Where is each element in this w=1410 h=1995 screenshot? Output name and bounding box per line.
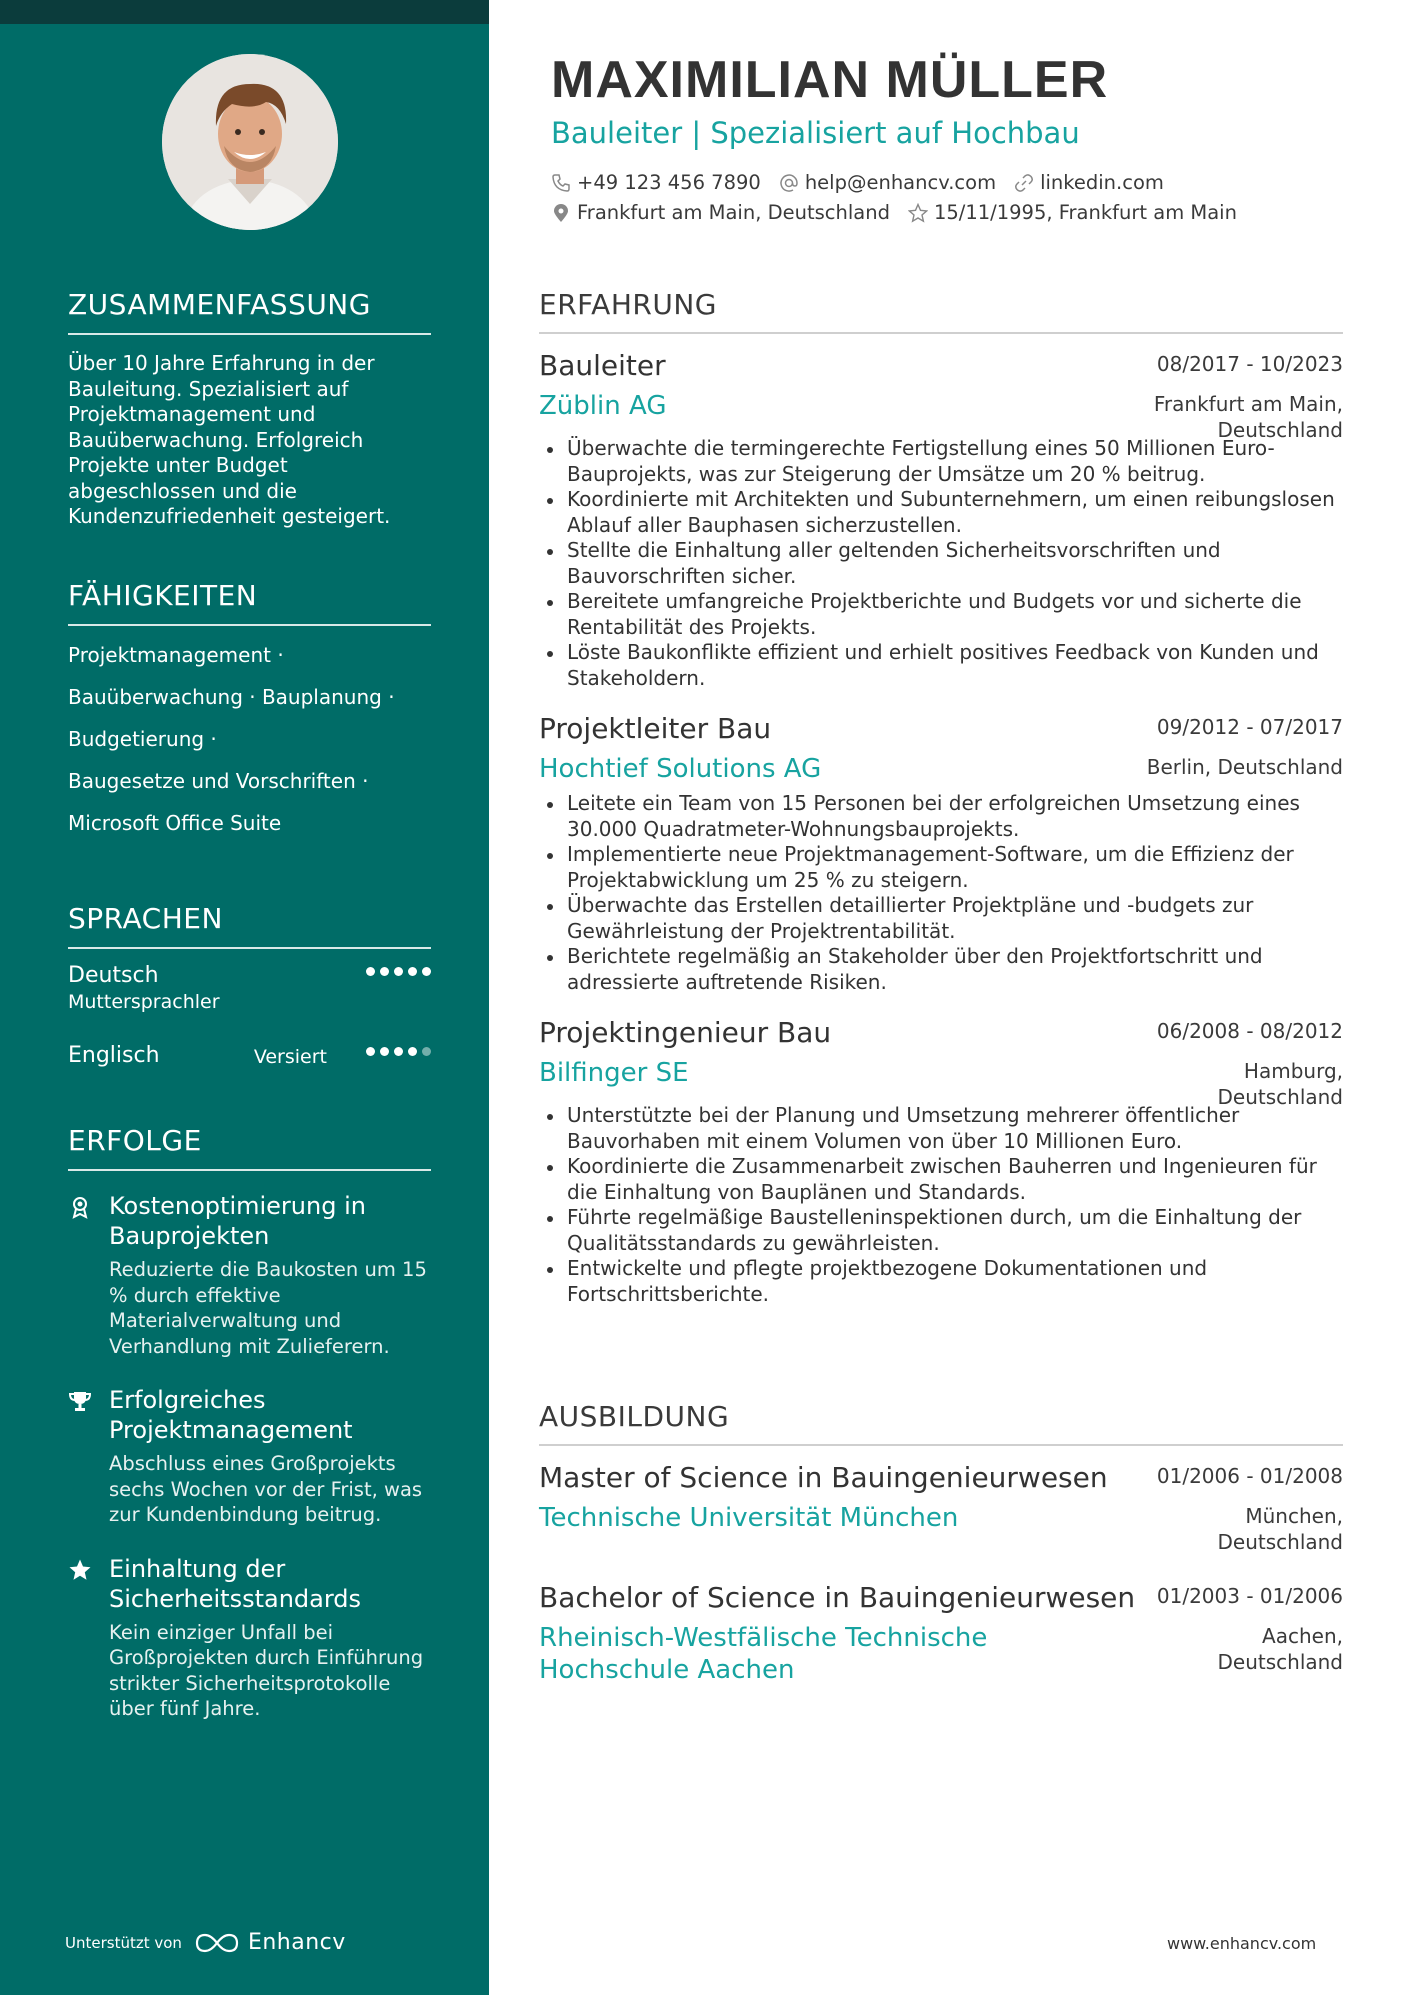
bullet-item: Unterstützte bei der Planung und Umsetzung mehrerer öffentlicher Bauvorhaben mit einem Volumen von über 10 Millionen Euro. (567, 1103, 1343, 1154)
job-location: Berlin, Deutschland (1146, 755, 1343, 779)
education-entry (539, 1460, 1343, 1570)
level-dot (366, 1047, 375, 1056)
skill-item: Projektmanagement · (68, 643, 284, 667)
level-dot (394, 967, 403, 976)
powered-by (65, 1930, 346, 1955)
level-dot-empty (422, 1047, 431, 1056)
location-text: Frankfurt am Main, Deutschland (577, 201, 890, 224)
achievement-description: Kein einziger Unfall bei Großprojekten durch Einführung strikter Sicherheitsprotokolle über fünf Jahre. (109, 1620, 424, 1720)
school-name: Technische Universität München (539, 1503, 959, 1533)
linkedin-text: linkedin.com (1040, 171, 1164, 194)
bullet-item: Führte regelmäßige Baustelleninspektionen durch, um die Einhaltung der Qualitätsstandards zu gewährleisten. (567, 1205, 1343, 1256)
skills-title: FÄHIGKEITEN (68, 579, 431, 626)
footer-url[interactable]: www.enhancv.com (1167, 1934, 1317, 1953)
achievements-section (68, 1124, 431, 1722)
contact-linkedin[interactable] (1014, 171, 1164, 194)
job-company: Hochtief Solutions AG (539, 754, 822, 784)
languages-title: SPRACHEN (68, 902, 431, 949)
bullet-item: Koordinierte mit Architekten und Subunternehmern, um einen reibungslosen Ablauf aller Bauphasen sicherzustellen. (567, 487, 1343, 538)
job-role: Projektleiter Bau (539, 712, 772, 745)
language-row (68, 1043, 431, 1083)
experience-entry (539, 348, 1343, 691)
language-name: Englisch (68, 1043, 160, 1068)
school-location: Aachen, Deutschland (1217, 1624, 1343, 1674)
school-name: Rheinisch-Westfälische Technische Hochschule Aachen (539, 1623, 988, 1685)
skill-item: Budgetierung · (68, 727, 217, 751)
achievements-title: ERFOLGE (68, 1124, 431, 1171)
avatar-portrait-icon (162, 54, 338, 230)
contact-row (551, 201, 1237, 224)
bullet-item: Leitete ein Team von 15 Personen bei der erfolgreichen Umsetzung eines 30.000 Quadratmeter-Wohnungsbauprojekts. (567, 791, 1343, 842)
skill-item: Microsoft Office Suite (68, 811, 282, 835)
achievement-description: Reduzierte die Baukosten um 15 % durch effektive Materialverwaltung und Verhandlung mit Zulieferern. (109, 1258, 427, 1358)
job-company: Bilfinger SE (539, 1058, 689, 1088)
achievement-title: Kostenoptimierung in Bauprojekten (109, 1192, 366, 1250)
location-pin-icon (551, 203, 571, 223)
phone-icon (551, 173, 571, 193)
degree-title: Bachelor of Science in Bauingenieurwesen (539, 1581, 1136, 1614)
bullet-item: Entwickelte und pflegte projektbezogene Dokumentationen und Fortschrittsberichte. (567, 1256, 1343, 1307)
job-dates: 06/2008 - 08/2012 (1156, 1019, 1343, 1043)
language-row (68, 963, 431, 1019)
achievement-title: Erfolgreiches Projektmanagement (109, 1386, 353, 1444)
skills-section (68, 579, 431, 836)
language-name: Deutsch (68, 963, 159, 988)
job-role: Projektingenieur Bau (539, 1016, 832, 1049)
enhancv-logo-icon (194, 1932, 240, 1954)
job-bullets (539, 436, 1343, 691)
job-dates: 09/2012 - 07/2017 (1156, 715, 1343, 739)
level-dot (380, 967, 389, 976)
birth-text: 15/11/1995, Frankfurt am Main (933, 201, 1237, 224)
contact-birth (908, 201, 1237, 224)
experience-title: ERFAHRUNG (539, 288, 1343, 334)
education-title: AUSBILDUNG (539, 1400, 1343, 1446)
job-bullets (539, 1103, 1343, 1307)
summary-section (68, 288, 431, 530)
job-dates: 08/2017 - 10/2023 (1156, 352, 1343, 376)
brand-logo[interactable] (194, 1930, 346, 1955)
education-section (539, 1400, 1343, 1686)
job-role: Bauleiter (539, 349, 666, 382)
trophy-icon (68, 1389, 92, 1413)
bullet-item: Überwachte die termingerechte Fertigstellung eines 50 Millionen Euro-Bauprojekts, was zur Steigerung der Umsätze um 20 % beitrug. (567, 436, 1343, 487)
job-location: Frankfurt am Main, Deutschland (1153, 392, 1343, 442)
level-dot (366, 967, 375, 976)
achievement-item (68, 1385, 431, 1528)
bullet-item: Koordinierte die Zusammenarbeit zwischen Bauherren und Ingenieuren für die Einhaltung von Bauplänen und Standards. (567, 1154, 1343, 1205)
level-dot (408, 1047, 417, 1056)
achievement-description: Abschluss eines Großprojekts sechs Wochen vor der Frist, was zur Kundenbindung beitrug. (109, 1452, 423, 1526)
degree-title: Master of Science in Bauingenieurwesen (539, 1461, 1108, 1494)
level-dot (422, 967, 431, 976)
powered-by-label: Unterstützt von (65, 1933, 182, 1952)
level-dot (408, 967, 417, 976)
summary-text: Über 10 Jahre Erfahrung in der Bauleitung. Spezialisiert auf Projektmanagement und Bauüberwachung. Erfolgreich Projekte unter Budget abgeschlossen und die Kundenzufriedenheit gesteigert. (68, 351, 391, 528)
star-icon (68, 1558, 92, 1582)
candidate-headline: Bauleiter | Spezialisiert auf Hochbau (551, 116, 1080, 150)
job-location: Hamburg, Deutschland (1217, 1059, 1343, 1109)
phone-text: +49 123 456 7890 (577, 171, 761, 194)
degree-dates: 01/2003 - 01/2006 (1156, 1584, 1343, 1608)
achievement-item (68, 1554, 431, 1722)
bullet-item: Implementierte neue Projektmanagement-Software, um die Effizienz der Projektabwicklung um 25 % zu steigern. (567, 842, 1343, 893)
level-dot (394, 1047, 403, 1056)
contact-location (551, 201, 890, 224)
brand-name: Enhancv (247, 1930, 346, 1955)
award-icon (68, 1195, 92, 1219)
skill-item: Baugesetze und Vorschriften · (68, 769, 369, 793)
email-text: help@enhancv.com (804, 171, 997, 194)
job-bullets (539, 791, 1343, 995)
skill-item: Bauüberwachung · Bauplanung · (68, 685, 395, 709)
language-subtitle: Muttersprachler (68, 991, 220, 1013)
candidate-name: MAXIMILIAN MÜLLER (551, 51, 1109, 109)
at-icon (779, 173, 799, 193)
experience-section (539, 288, 1343, 1307)
star-outline-icon (908, 203, 928, 223)
language-level-dots (366, 967, 431, 976)
bullet-item: Überwachte das Erstellen detaillierter Projektpläne und -budgets zur Gewährleistung der Projektrentabilität. (567, 893, 1343, 944)
achievement-item (68, 1191, 431, 1359)
contact-phone[interactable] (551, 171, 761, 194)
summary-title: ZUSAMMENFASSUNG (68, 288, 431, 335)
sidebar-top-bar (0, 0, 489, 24)
link-icon (1014, 173, 1034, 193)
level-dot (380, 1047, 389, 1056)
avatar (162, 54, 338, 230)
experience-entry (539, 1015, 1343, 1307)
bullet-item: Löste Baukonflikte effizient und erhielt positives Feedback von Kunden und Stakeholdern. (567, 640, 1343, 691)
experience-entry (539, 711, 1343, 995)
languages-section (68, 902, 431, 1083)
education-entry (539, 1580, 1343, 1686)
bullet-item: Berichtete regelmäßig an Stakeholder über den Projektfortschritt und adressierte auftretende Risiken. (567, 944, 1343, 995)
sidebar (0, 0, 489, 1995)
degree-dates: 01/2006 - 01/2008 (1156, 1464, 1343, 1488)
school-location: München, Deutschland (1217, 1504, 1343, 1554)
language-level: Versiert (253, 1046, 327, 1068)
achievement-title: Einhaltung der Sicherheitsstandards (109, 1554, 362, 1613)
bullet-item: Stellte die Einhaltung aller geltenden Sicherheitsvorschriften und Bauvorschriften sicher. (567, 538, 1343, 589)
bullet-item: Bereitete umfangreiche Projektberichte und Budgets vor und sicherte die Rentabilität des Projekts. (567, 589, 1343, 640)
job-company: Züblin AG (539, 391, 667, 421)
contact-email[interactable] (779, 171, 996, 194)
language-level-dots (366, 1047, 431, 1056)
contact-row (551, 171, 1164, 194)
